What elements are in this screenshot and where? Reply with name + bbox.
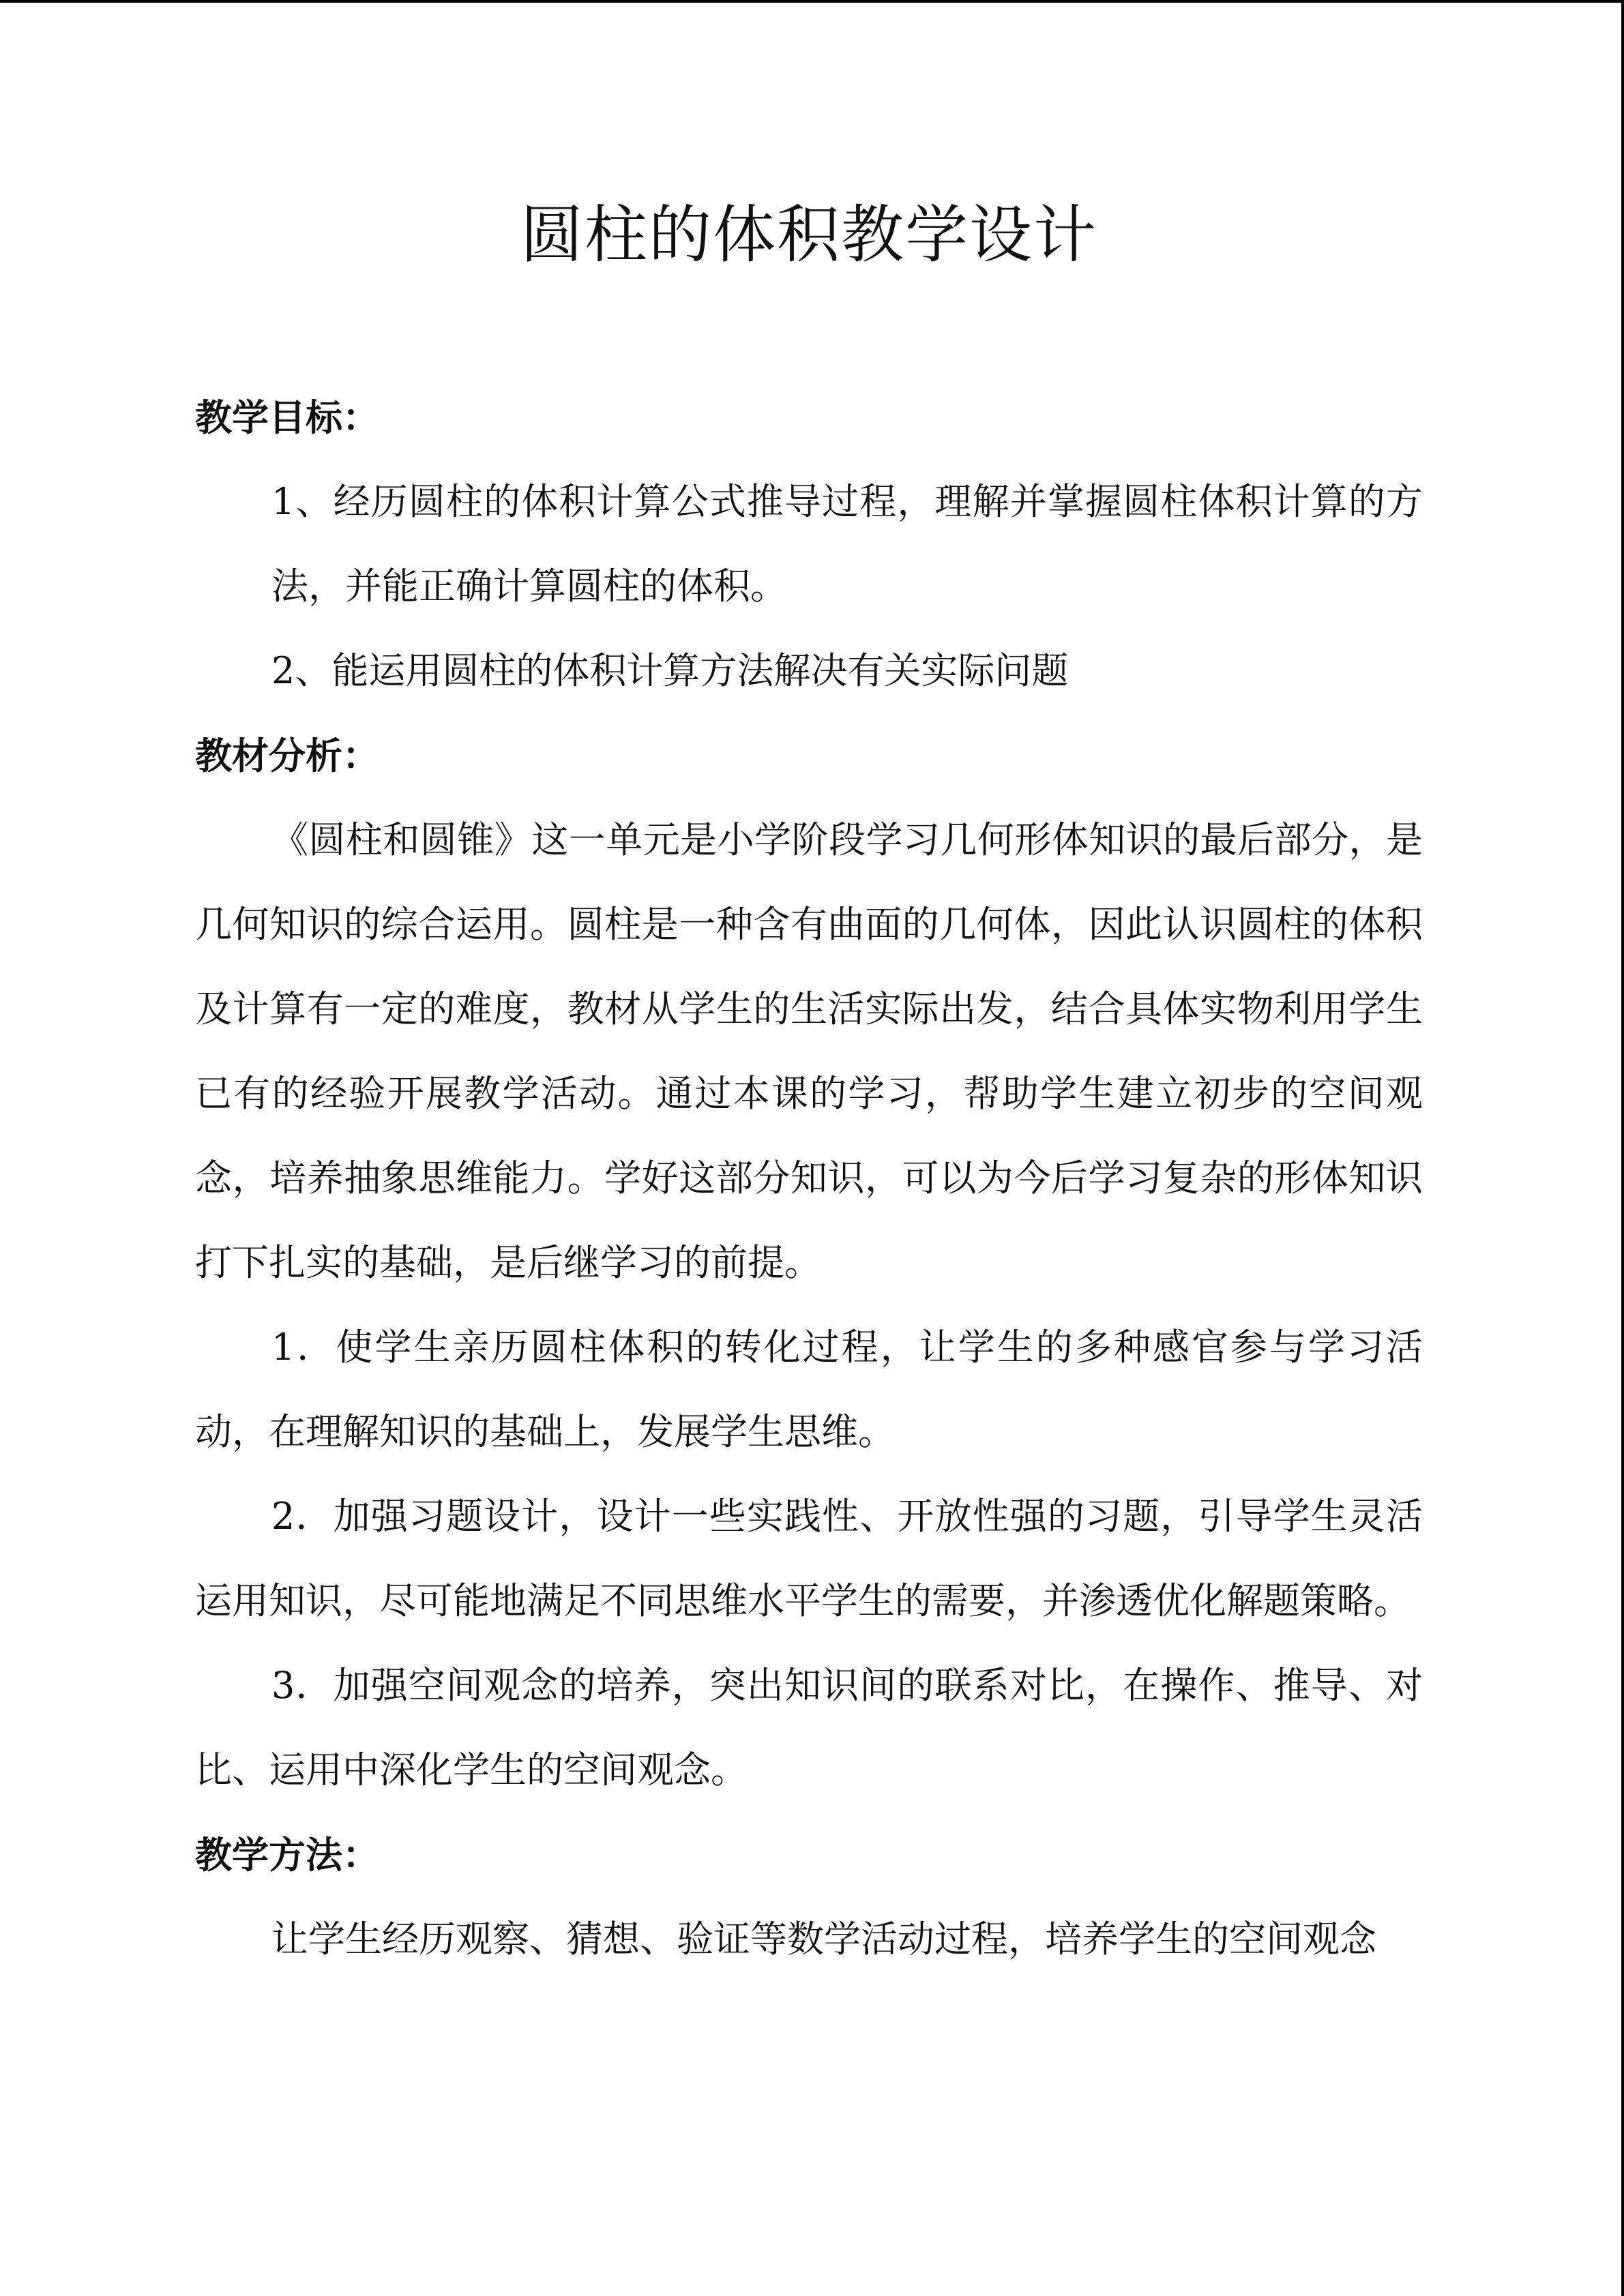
page-border-right — [1621, 0, 1624, 2296]
section-heading: 教学方法： — [195, 1833, 379, 1877]
body-paragraph: 1．使学生亲历圆柱体积的转化过程，让学生的多种感官参与学习活动，在理解知识的基础上，发展学生思维。 — [195, 1326, 1423, 1453]
section-teaching-methods — [195, 1813, 1423, 1982]
objective-item: 2、能运用圆柱的体积计算方法解决有关实际问题 — [271, 649, 1069, 692]
body-paragraph: 《圆柱和圆锥》这一单元是小学阶段学习几何形体知识的最后部分，是几何知识的综合运用。圆柱是一种含有曲面的几何体，因此认识圆柱的体积及计算有一定的难度，教材从学生的生活实际出发，结合具体实物利用学生已有的经验开展教学活动。通过本课的学习，帮助学生建立初步的空间观念，培养抽象思维能力。学好这部分知识，可以为今后学习复杂的形体知识打下扎实的基础，是后继学习的前提。 — [195, 818, 1423, 1284]
document-body — [195, 198, 1423, 1982]
section-teaching-objectives — [195, 375, 1423, 713]
objective-item: 1、经历圆柱的体积计算公式推导过程，理解并掌握圆柱体积计算的方法，并能正确计算圆柱的体积。 — [271, 480, 1423, 608]
page-border-top — [0, 0, 1624, 3]
section-heading: 教学目标： — [195, 396, 379, 439]
section-heading: 教材分析： — [195, 734, 379, 777]
body-paragraph: 2．加强习题设计，设计一些实践性、开放性强的习题，引导学生灵活运用知识，尽可能地满足不同思维水平学生的需要，并渗透优化解题策略。 — [195, 1495, 1423, 1622]
section-material-analysis — [195, 713, 1423, 1813]
body-paragraph: 让学生经历观察、猜想、验证等数学活动过程，培养学生的空间观念 — [271, 1918, 1376, 1960]
body-paragraph: 3．加强空间观念的培养，突出知识间的联系对比，在操作、推导、对比、运用中深化学生的空间观念。 — [195, 1664, 1423, 1791]
document-title: 圆柱的体积教学设计 — [520, 198, 1097, 271]
